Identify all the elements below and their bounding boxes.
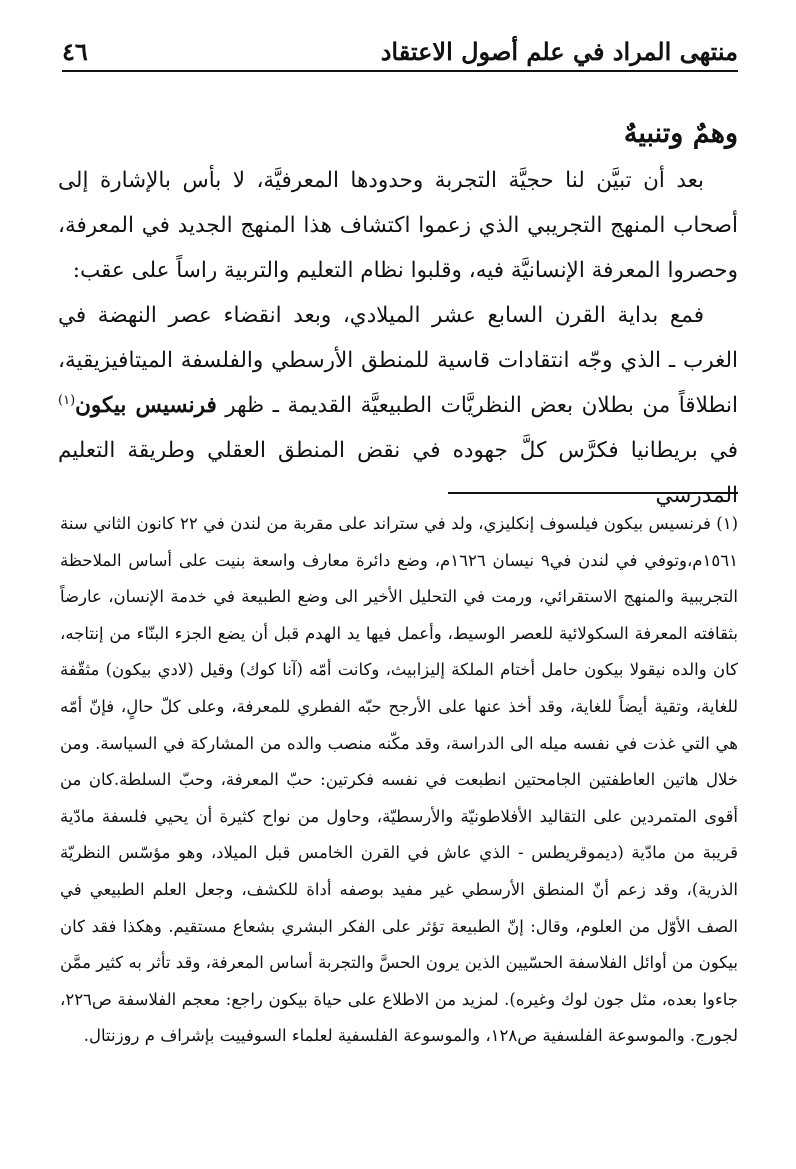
page-number: ٤٦: [62, 37, 88, 66]
main-text: [58, 112, 738, 518]
paragraph-2-text-before: فمع بداية القرن السابع عشر الميلادي، وبعد انقضاء عصر النهضة في الغرب ـ الذي وجّه انتقادات قاسية للمنطق الأرسطي والفلسفة الميتافيزيقية، انطلاقاً من بطلان بعض النظريَّات الطبيعيَّة القديمة ـ ظهر: [58, 303, 738, 418]
section-heading: وهمٌ وتنبيهٌ: [623, 118, 738, 149]
page-header: [62, 30, 738, 72]
paragraph-2-text-after: في بريطانيا فكرَّس كلَّ جهوده في نقض المنطق العقلي وطريقة التعليم المدرسي: [58, 438, 738, 508]
person-name-bacon: فرنسيس بيكون: [75, 393, 217, 418]
paragraph-1: بعد أن تبيَّن لنا حجيَّة التجربة وحدودها المعرفيَّة، لا بأس بالإشارة إلى أصحاب المنهج التجريبي الذي زعموا اكتشاف هذا المنهج الجديد في المعرفة، وحصروا المعرفة الإنسانيَّة فيه، وقلبوا نظام التعليم والتربية راساً على عقب:: [58, 168, 738, 283]
footnotes: [60, 506, 738, 1055]
footnote-1: (١) فرنسيس بيكون فيلسوف إنكليزي، ولد في ستراند على مقربة من لندن في ٢٢ كانون الثاني سنة ١٥٦١م،وتوفي في لندن في٩ نيسان ١٦٢٦م، وضع دائرة معارف واسعة بنيت على أساس الملاحظة التجريبية والمنهج الاستقرائي، ورمت في التحليل الأخير الى وضع الطبيعة في خدمة الإنسان، عارضاً بثقافته المعرفة السكولائية للعصر الوسيط، وأعمل فيها يد الهدم قبل أن يضع الجزء البنّاء من إنتاجه، كان والده نيقولا بيكون حامل أختام الملكة إليزابيث، وكانت أمّه (آنا كوك) وقيل (لادي بيكون) مثقّفة للغاية، وتقية أيضاً للغاية، وقد أخذ عنها على الأرجح حبّه الفطري للمعرفة، وعلى كلّ حالٍ، فإنّ أمّه هي التي غذت في نفسه ميله الى الدراسة، وقد مكّنه منصب والده من المشاركة في السياسة. ومن خلال هاتين العاطفتين الجامحتين انطبعت في نفسه فكرتين: حبّ المعرفة، وحبّ السلطة.كان من أقوى المتمردين على التقاليد الأفلاطونيّة والأرسطيّة، وحاول من نواح كثيرة أن يحيي فلسفة مادّية قريبة من مادّية (ديموقريطس - الذي عاش في القرن الخامس قبل الميلاد، وهو مؤسّس النظريّة الذرية)، وقد زعم أنّ المنطق الأرسطي غير مفيد بوصفه أداة للكشف، وجعل العلم الطبيعي في الصف الأوّل من العلوم، وقال: إنّ الطبيعة تؤثر على الفكر البشري بشعاع مستقيم. وهكذا فقد كان بيكون من أوائل الفلاسفة الحسّيين الذين يرون الحسَّ والتجربة أساس المعرفة، وقد تأثر به كثير ممَّن جاءوا بعده، مثل جون لوك وغيره). لمزيد من الاطلاع على حياة بيكون راجع: معجم الفلاسفة ص٢٢٦، لجورج. والموسوعة الفلسفية ص١٢٨، والموسوعة الفلسفية لعلماء السوفييت بإشراف م روزنتال.: [60, 514, 738, 1046]
footnote-divider: [448, 492, 738, 494]
paragraph-2: [58, 293, 738, 518]
body-text: [58, 158, 738, 518]
footnote-reference[interactable]: (١): [58, 392, 76, 408]
running-title: منتهى المراد في علم أصول الاعتقاد: [380, 37, 738, 66]
